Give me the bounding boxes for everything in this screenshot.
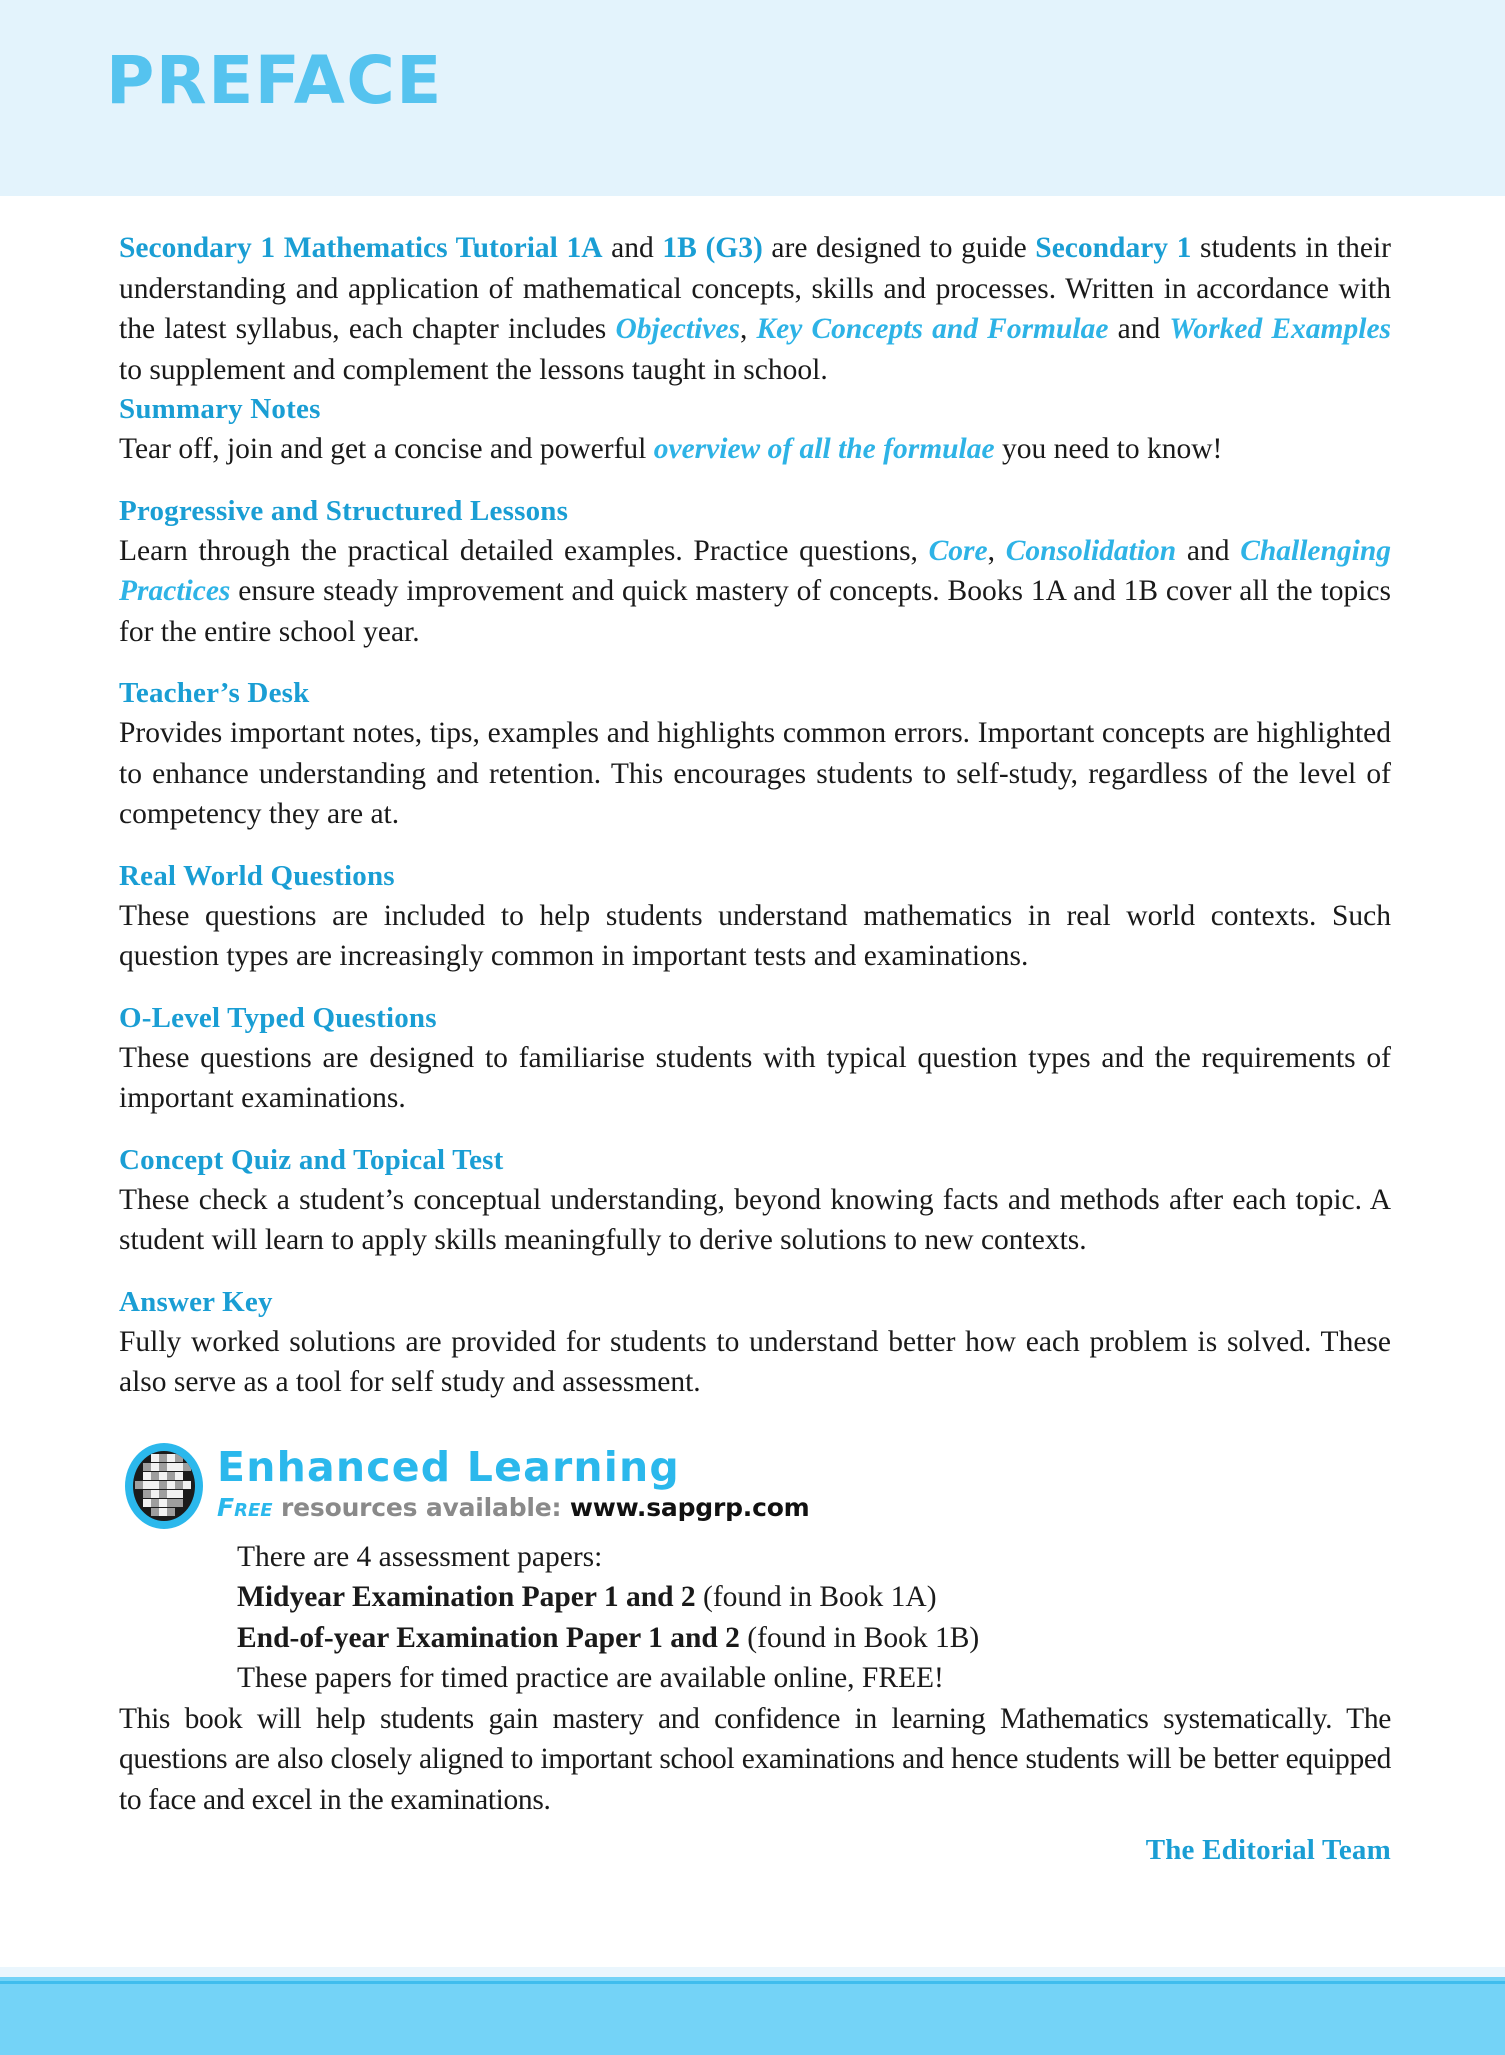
- section-emphasis-core: Core: [928, 534, 988, 567]
- section-heading: Teacher’s Desk: [119, 677, 310, 709]
- logo-pixel-cell: [183, 1463, 191, 1471]
- papers-line-2-bold: Midyear Examination Paper 1 and 2: [237, 1581, 696, 1613]
- logo-pixel-cell: [167, 1454, 175, 1462]
- intro-highlight-5: Key Concepts and Formulae: [756, 313, 1109, 345]
- footer-band: [0, 1977, 1505, 2055]
- section-answer-key: [119, 1283, 1391, 1403]
- section-body: These check a student’s conceptual understanding, beyond knowing facts and methods after each topic. A student will learn to apply skills meaningfully to derive solutions to new contexts.: [119, 1183, 1391, 1256]
- closing-paragraph: This book will help students gain mastery and confidence in learning Mathematics systematically. The questions are also closely aligned to important school examinations and hence students will be better equipped to face and excel in the examinations.: [119, 1702, 1391, 1816]
- logo-pixel-cell: [175, 1481, 183, 1489]
- logo-pixel-cell: [159, 1481, 167, 1489]
- section-body: [119, 531, 1391, 653]
- section-body-after: you need to know!: [994, 433, 1223, 465]
- logo-pixel-cell: [159, 1454, 167, 1462]
- section-mid-1: ,: [987, 534, 1006, 567]
- logo-pixel-cell: [159, 1499, 167, 1507]
- logo-pixel-cell: [175, 1490, 183, 1498]
- logo-pixel-cell: [159, 1508, 167, 1516]
- section-mid-2: and: [1176, 534, 1241, 567]
- editorial-team-signature: The Editorial Team: [1145, 1834, 1391, 1866]
- section-heading: Real World Questions: [119, 859, 395, 892]
- header-band: [0, 0, 1505, 196]
- intro-plain-2: are designed to guide: [762, 232, 1036, 264]
- section-heading: O-Level Typed Questions: [119, 1001, 437, 1034]
- logo-pixel-cell: [151, 1472, 159, 1480]
- logo-pixel-cell: [143, 1490, 151, 1498]
- section-body: Provides important notes, tips, examples and highlights common errors. Important concepts are highlighted to enhance understanding and retention. This encourages students to self-study, regardless of the level of competency they are at.: [119, 717, 1391, 830]
- section-emphasis: overview of all the formulae: [653, 433, 995, 465]
- free-label: Free: [217, 1492, 273, 1522]
- assessment-papers-list: [237, 1537, 1391, 1699]
- papers-line-3-bold: End-of-year Examination Paper 1 and 2: [237, 1621, 740, 1654]
- intro-highlight-1: Secondary 1 Mathematics Tutorial 1A: [119, 232, 603, 264]
- logo-pixel-cell: [167, 1481, 175, 1489]
- logo-pixel-cell: [159, 1490, 167, 1498]
- footer-scallop-divider: [0, 1967, 1505, 1977]
- enhanced-learning-block: [119, 1441, 1391, 1533]
- section-body-before: Tear off, join and get a concise and powerful: [119, 433, 654, 465]
- page-title: PREFACE: [106, 42, 443, 119]
- section-emphasis-consolidation: Consolidation: [1005, 534, 1177, 567]
- logo-pixel-cell: [175, 1499, 183, 1507]
- intro-plain-6: to supplement and complement the lessons taught in school.: [119, 353, 828, 386]
- logo-pixel-grid: [133, 1451, 195, 1521]
- logo-pixel-cell: [151, 1463, 159, 1471]
- section-body-after: ensure steady improvement and quick mastery of concepts. Books 1A and 1B cover all the topics for the entire school year.: [119, 575, 1391, 648]
- section-concept-quiz: [119, 1141, 1391, 1261]
- logo-pixel-cell: [151, 1508, 159, 1516]
- logo-pixel-cell: [143, 1499, 151, 1507]
- section-body: These questions are designed to familiarise students with typical question types and the requirements of important examinations.: [119, 1041, 1391, 1114]
- section-real-world-questions: [119, 857, 1391, 977]
- intro-plain-3: students in their understanding and application of mathematical concepts, skills and processes. Written in accordance with the latest syllabus, each chapter includes: [119, 232, 1391, 345]
- logo-pixel-cell: [167, 1463, 175, 1471]
- section-body: These questions are included to help students understand mathematics in real world contexts. Such question types are increasingly common in important tests and examinations.: [119, 899, 1391, 972]
- logo-pixel-cell: [143, 1463, 151, 1471]
- logo-pixel-cell: [159, 1463, 167, 1471]
- logo-pixel-cell: [135, 1481, 143, 1489]
- section-body-before: Learn through the practical detailed examples. Practice questions,: [119, 534, 929, 567]
- logo-disc: [133, 1451, 195, 1521]
- intro-plain-5: and: [1108, 313, 1170, 345]
- logo-pixel-cell: [159, 1472, 167, 1480]
- papers-line-2-plain: (found in Book 1A): [695, 1581, 937, 1613]
- intro-highlight-3: Secondary 1: [1035, 232, 1192, 264]
- logo-pixel-cell: [167, 1508, 175, 1516]
- section-summary-notes: [119, 390, 1391, 470]
- logo-pixel-cell: [175, 1454, 183, 1462]
- intro-paragraph: [119, 228, 1391, 390]
- section-heading: Summary Notes: [119, 393, 321, 425]
- logo-pixel-cell: [175, 1472, 183, 1480]
- section-body: Fully worked solutions are provided for students to understand better how each problem is solved. These also serve as a tool for self study and assessment.: [119, 1325, 1391, 1398]
- intro-highlight-6: Worked Examples: [1169, 313, 1392, 345]
- intro-highlight-2: 1B (G3): [662, 232, 763, 264]
- logo-pixel-cell: [143, 1481, 151, 1489]
- intro-highlight-4: Objectives: [615, 313, 740, 345]
- logo-pixel-cell: [151, 1499, 159, 1507]
- section-progressive-lessons: [119, 492, 1391, 653]
- papers-line-1: There are 4 assessment papers:: [237, 1540, 603, 1573]
- section-heading: Answer Key: [119, 1285, 273, 1318]
- logo-pixel-cell: [151, 1454, 159, 1462]
- logo-pixel-cell: [183, 1481, 191, 1489]
- logo-pixel-cell: [167, 1472, 175, 1480]
- enhanced-learning-title: Enhanced Learning: [217, 1442, 680, 1491]
- intro-plain-4: ,: [739, 313, 757, 345]
- header-scallop-divider: [0, 186, 1505, 202]
- footer-band-accent-line: [0, 1981, 1505, 1984]
- section-olevel-typed-questions: [119, 999, 1391, 1119]
- logo-pixel-cell: [151, 1481, 159, 1489]
- preface-content: [119, 228, 1391, 1867]
- papers-line-3-plain: (found in Book 1B): [739, 1621, 980, 1654]
- website-url[interactable]: www.sapgrp.com: [569, 1492, 810, 1522]
- section-emphasis-challenging: Challenging Practices: [119, 534, 1392, 607]
- papers-line-4: These papers for timed practice are available online, FREE!: [237, 1662, 944, 1694]
- logo-pixel-cell: [175, 1463, 183, 1471]
- resources-available-label: resources available:: [272, 1492, 570, 1522]
- section-heading: Progressive and Structured Lessons: [119, 494, 569, 527]
- section-teachers-desk: [119, 674, 1391, 835]
- section-heading: Concept Quiz and Topical Test: [119, 1143, 504, 1176]
- papers-line-3: [237, 1618, 1391, 1659]
- enhanced-learning-text: [217, 1443, 810, 1524]
- papers-line-2: [237, 1577, 1391, 1618]
- logo-pixel-cell: [151, 1490, 159, 1498]
- logo-pixel-cell: [167, 1490, 175, 1498]
- section-body: [119, 429, 1391, 470]
- logo-pixel-cell: [143, 1472, 151, 1480]
- enhanced-learning-logo-icon: [121, 1441, 213, 1533]
- intro-plain-1: and: [602, 232, 663, 264]
- enhanced-learning-subtitle: [217, 1492, 810, 1524]
- logo-pixel-cell: [167, 1499, 175, 1507]
